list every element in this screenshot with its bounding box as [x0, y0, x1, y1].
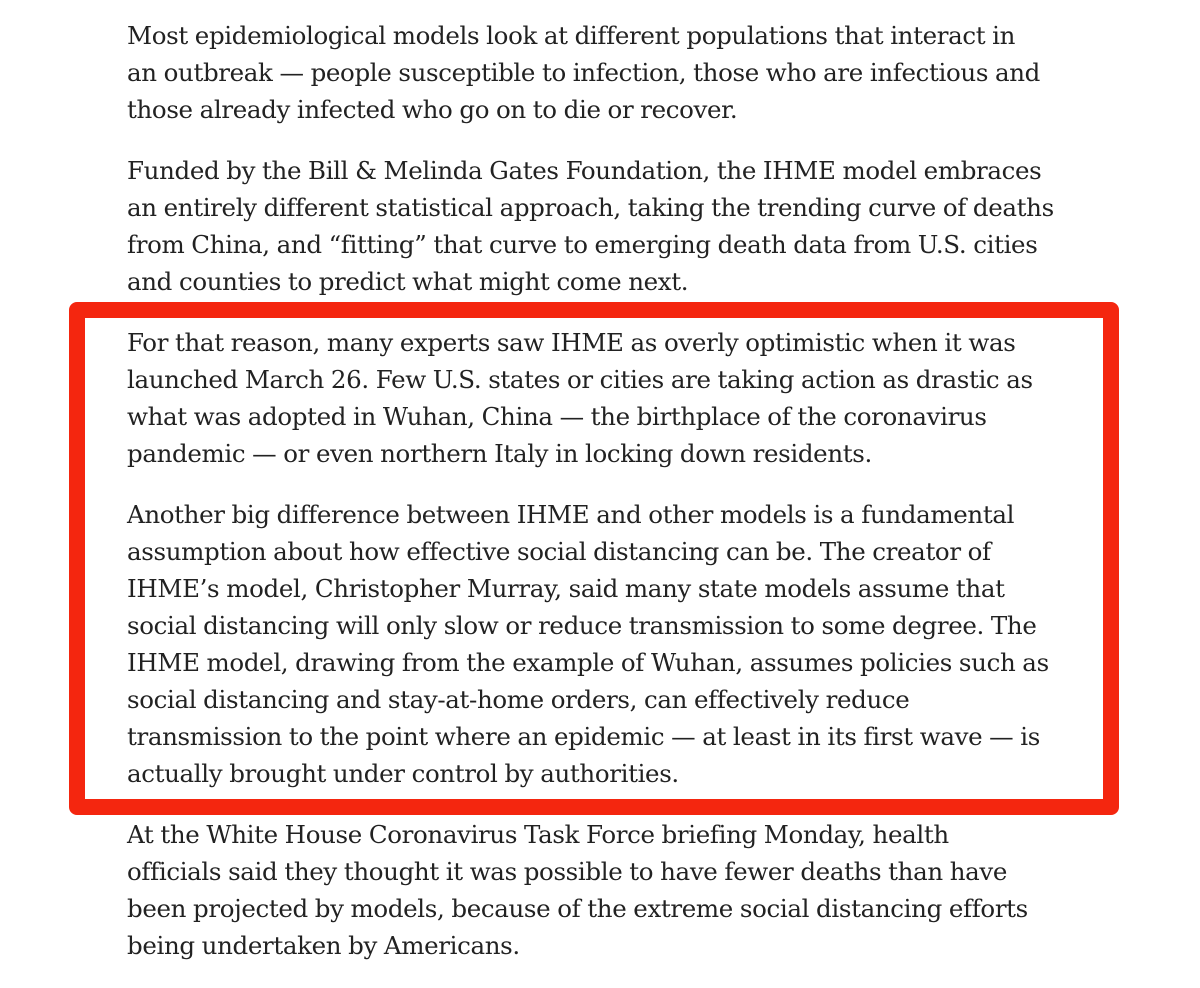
text-line: an outbreak — people susceptible to infection, those who are infectious and [127, 58, 1041, 87]
paragraph-social-distancing-assumption [127, 496, 1067, 792]
text-line: Another big difference between IHME and other models is a fundamental [127, 500, 1015, 529]
text-line: what was adopted in Wuhan, China — the birthplace of the coronavirus [127, 402, 987, 431]
text-line: Funded by the Bill & Melinda Gates Foundation, the IHME model embraces [127, 156, 1042, 185]
text-line: officials said they thought it was possible to have fewer deaths than have [127, 857, 1008, 886]
text-line: At the White House Coronavirus Task Force briefing Monday, health [127, 820, 949, 849]
paragraph-overly-optimistic [127, 324, 1067, 472]
text-line: launched March 26. Few U.S. states or cities are taking action as drastic as [127, 365, 1033, 394]
text-line: and counties to predict what might come next. [127, 267, 689, 296]
text-line: pandemic — or even northern Italy in locking down residents. [127, 439, 872, 468]
paragraph-gates-foundation [127, 152, 1067, 300]
text-line: transmission to the point where an epidemic — at least in its first wave — is [127, 722, 1040, 751]
text-line: social distancing will only slow or reduce transmission to some degree. The [127, 611, 1037, 640]
article-body [127, 17, 1067, 988]
text-line: being undertaken by Americans. [127, 931, 520, 960]
text-line: an entirely different statistical approach, taking the trending curve of deaths [127, 193, 1054, 222]
text-line: those already infected who go on to die or recover. [127, 95, 738, 124]
text-line: IHME’s model, Christopher Murray, said many state models assume that [127, 574, 1005, 603]
text-line: assumption about how effective social distancing can be. The creator of [127, 537, 991, 566]
text-line: from China, and “fitting” that curve to emerging death data from U.S. cities [127, 230, 1038, 259]
text-line: actually brought under control by authorities. [127, 759, 679, 788]
paragraph-task-force-briefing [127, 816, 1067, 964]
text-line: IHME model, drawing from the example of Wuhan, assumes policies such as [127, 648, 1049, 677]
text-line: social distancing and stay-at-home orders, can effectively reduce [127, 685, 910, 714]
text-line: For that reason, many experts saw IHME as overly optimistic when it was [127, 328, 1016, 357]
paragraph-epidemiological-models [127, 17, 1067, 128]
text-line: been projected by models, because of the extreme social distancing efforts [127, 894, 1028, 923]
text-line: Most epidemiological models look at different populations that interact in [127, 21, 1016, 50]
